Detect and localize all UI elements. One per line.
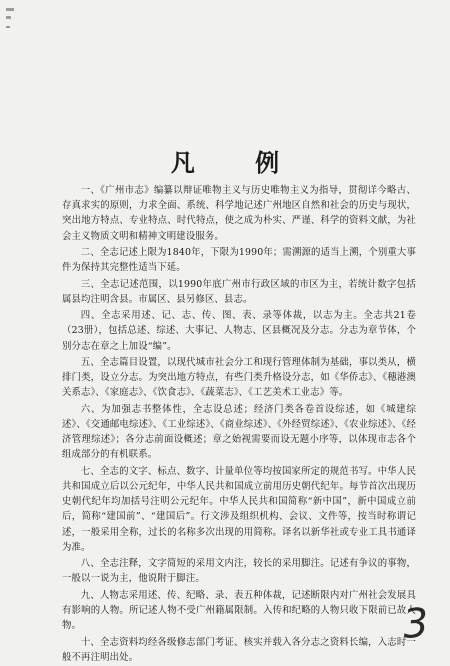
paragraph-4: 四、全志采用述、记、志、传、图、表、录等体裁，以志为主。全志共21卷（23册），包括总述、综述、大事记、人物志、区县概况及分志。分志为章节体，个别分志在章之上加设“编”。 [62, 310, 416, 352]
scan-mark [6, 8, 14, 11]
paragraph-3: 三、全志记述范围，以1990年底广州市行政区域的市区为主，若统计数字包括属县均注明含县。市属区、县另修区、县志。 [62, 278, 416, 305]
paragraph-10: 十、全志资料均经各级修志部门考证、核实并载入各分志之资料长编，入志时一般不再注明出处。 [62, 636, 416, 663]
paragraph-5: 五、全志篇目设置，以现代城市社会分工和现行管理体制为基础，事以类从，横排门类，设立分志。为突出地方特点，有些门类升格设分志，如《华侨志》、《穗港澳关系志》、《家庭志》、《饮食志》、《蔬菜志》、《工艺美术工业志》等。 [62, 356, 416, 399]
paragraph-2: 二、全志记述上限为1840年，下限为1990年；需溯源的适当上溯，个别重大事件为保持其完整性适当下延。 [62, 247, 416, 274]
page-number: 3 [400, 600, 430, 648]
scan-mark [6, 26, 10, 28]
scan-mark [6, 16, 11, 19]
paragraph-9: 九、人物志采用述、传、纪略、录、表五种体裁，记述断限内对广州社会发展具有影响的人物。所记述人物不受广州籍属限制。入传和纪略的人物只收下限前已故人物。 [62, 589, 416, 632]
paragraph-8: 八、全志注释，文字简短的采用文内注，较长的采用脚注。记述有争议的事物，一般以一说为主，他说附于脚注。 [62, 558, 416, 585]
paragraph-7: 七、全志的文字、标点、数字、计量单位等均按国家所定的规范书写。中华人民共和国成立后以公元纪年，中华人民共和国成立前用历史朝代纪年。每节首次出现历史朝代纪年均加括号注明公元纪年。中华人民共和国简称“新中国”，新中国成立前后，简称“建国前”、“建国后”。行文涉及组织机构、会议、文件等，按当时称谓记述，一般采用全称，过长的名称多次出现的用简称。译名以新华社或专业工具书通译为准。 [62, 465, 416, 553]
body-text [62, 183, 416, 666]
paragraph-1: 一、《广州市志》编纂以辩证唯物主义与历史唯物主义为指导，贯彻详今略古、存真求实的原则，力求全面、系统、科学地记述广州地区自然和社会的历史与现状，突出地方特点、专业特点、时代特点，使之成为朴实、严谨、科学的资料文献，为社会主义物质文明和精神文明建设服务。 [62, 185, 416, 242]
paragraph-6: 六、为加强志书整体性，全志设总述；经济门类各卷首设综述，如《城建综述》、《交通邮电综述》、《工业综述》、《商业综述》、《外经贸综述》、《农业综述》、《经济管理综述》；各分志前面设概述；章之始视需要而设无题小序等，以体现市志各个组成部分的有机联系。 [62, 403, 416, 461]
page-title: 凡 例 [170, 148, 306, 177]
